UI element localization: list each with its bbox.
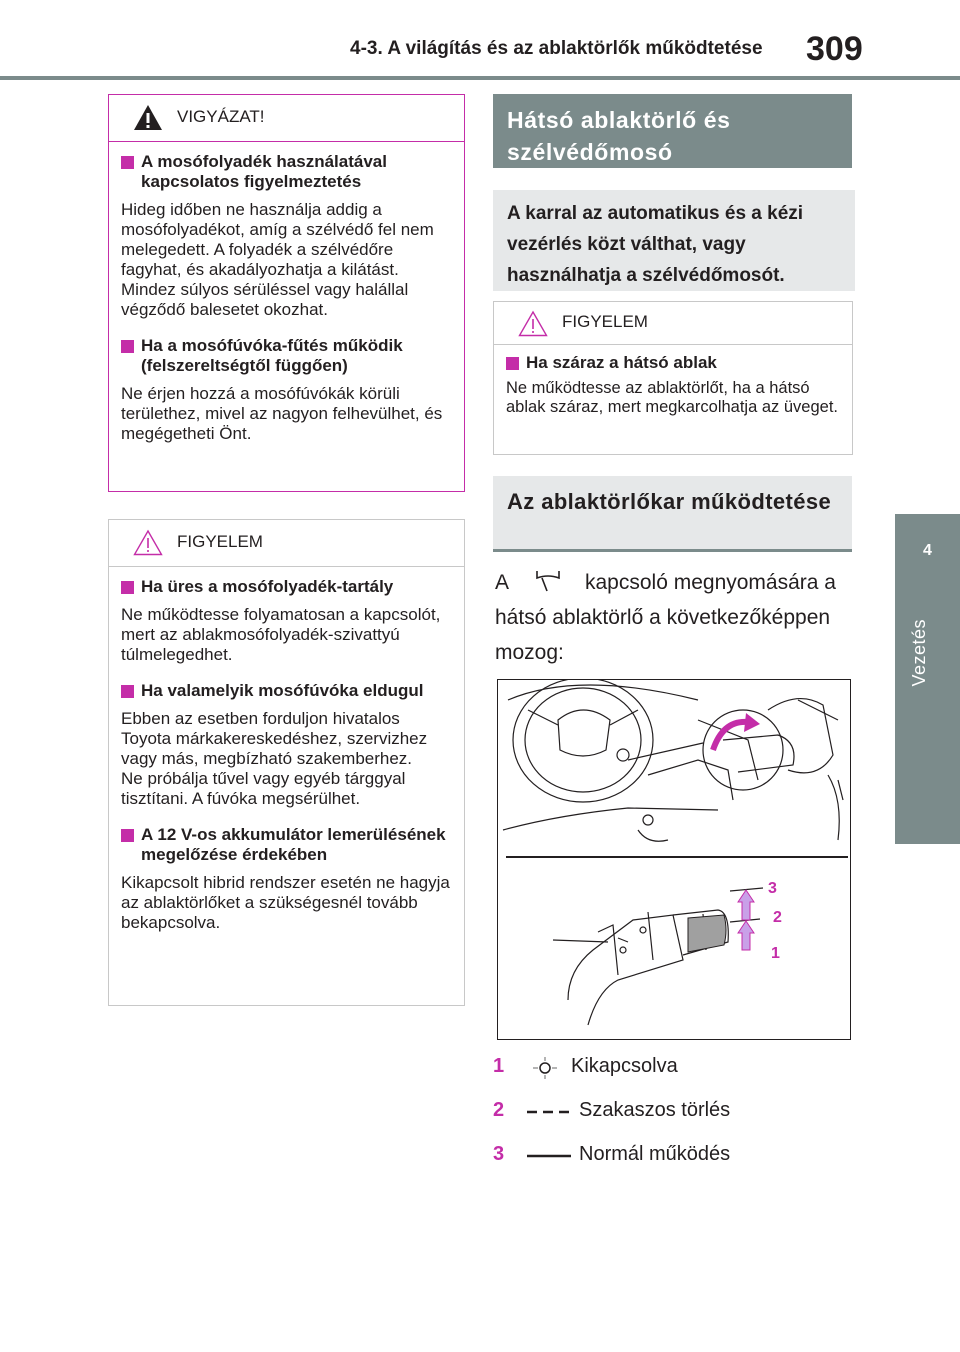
caution-triangle-icon [133, 529, 163, 556]
warning-box-header [109, 95, 464, 142]
rear-notice-text: Ne működtesse az ablaktörlőt, ha a hátsó ablak száraz, mert megkarcolhatja az üveget. [506, 379, 838, 416]
warning-item-text: Hideg időben ne használja addig a mosófolyadékot, amíg a szélvédő fel nem melegedett. A folyadék a szélvédőre fagyhat, és akadályozhatja a kilátást. Mindez súlyos sérüléssel vagy halállal végződő balesetet okozhat. [121, 200, 434, 319]
paragraph-text: kapcsoló megnyomására a hátsó ablaktörlő a következőképpen mozog: [495, 571, 836, 664]
rear-notice-label: FIGYELEM [562, 312, 648, 331]
notice-item-title: Ha üres a mosófolyadék-tartály [121, 577, 452, 597]
warning-item-title: A mosófolyadék használatával kapcsolatos figyelmeztetés [121, 152, 452, 192]
caution-triangle-icon [518, 310, 548, 337]
notice-item-text: Ne működtesse folyamatosan a kapcsolót, mert az ablakmosófolyadék-szivattyú túlmelegedhet. [121, 605, 441, 664]
notice-item-text: Kikapcsolt hibrid rendszer esetén ne hagyja az ablaktörlőket a szükségesnél tovább bekapcsolva. [121, 873, 450, 932]
legend-row-normal [493, 1143, 833, 1169]
chapter-number: 4 [923, 542, 932, 559]
rear-notice-header [494, 302, 852, 345]
notice-box [108, 519, 465, 1006]
legend-text: Kikapcsolva [571, 1055, 678, 1077]
chapter-tab [895, 514, 960, 844]
section-header-title: 4-3. A világítás és az ablaktörlők működtetése [350, 38, 763, 59]
notice-item-title: Ha valamelyik mosófúvóka eldugul [121, 681, 452, 701]
solid-line-icon [527, 1153, 571, 1159]
notice-box-header [109, 520, 464, 567]
warning-triangle-icon [133, 104, 163, 131]
notice-item-text: Ebben az esetben forduljon hivatalos Toyota márkakereskedéshez, szervizhez vagy más, megbízható szakemberhez. [121, 709, 428, 768]
warning-item-text: Ne érjen hozzá a mosófúvókák körüli területhez, mivel az nagyon felhevülhet, és megégetheti Önt. [121, 384, 443, 443]
section-intro: A karral az automatikus és a kézi vezérlés közt válthat, vagy használhatja a szélvédőmosót. [493, 190, 855, 291]
legend-text: Normál működés [579, 1143, 731, 1165]
legend-number: 1 [493, 1055, 505, 1077]
figure-label-3: 3 [768, 880, 777, 897]
rear-notice-title: Ha száraz a hátsó ablak [506, 353, 840, 373]
operation-paragraph [493, 565, 845, 664]
section-heading-wiper-operation: Az ablaktörlőkar működtetése [493, 476, 852, 552]
legend-row-off [493, 1055, 833, 1081]
dashed-line-icon [527, 1109, 571, 1115]
warning-item-title: Ha a mosófúvóka-fűtés működik (felszereltségtől függően) [121, 336, 452, 376]
notice-label: FIGYELEM [177, 532, 263, 551]
off-icon [533, 1057, 557, 1079]
chapter-label: Vezetés [909, 619, 929, 687]
paragraph-prefix: A [495, 571, 510, 594]
warning-label: VIGYÁZAT! [177, 107, 265, 126]
warning-box [108, 94, 465, 492]
rear-notice-box [493, 301, 853, 455]
section-heading-rear-wiper: Hátsó ablaktörlő és szélvédőmosó [493, 94, 852, 168]
header-rule [0, 76, 960, 80]
notice-item-title: A 12 V-os akkumulátor lemerülésének megelőzése érdekében [121, 825, 452, 865]
page-number: 309 [806, 30, 863, 68]
wiper-figure [497, 679, 851, 1040]
legend-number: 3 [493, 1143, 505, 1165]
dashboard-illustration [498, 680, 850, 1039]
legend-number: 2 [493, 1099, 505, 1121]
legend-text: Szakaszos törlés [579, 1099, 731, 1121]
figure-label-2: 2 [773, 909, 782, 926]
notice-item-text: Ne próbálja tűvel vagy egyéb tárggyal tisztítani. A fúvóka megsérülhet. [121, 769, 406, 808]
figure-label-1: 1 [771, 945, 780, 962]
legend-row-intermittent [493, 1099, 833, 1125]
